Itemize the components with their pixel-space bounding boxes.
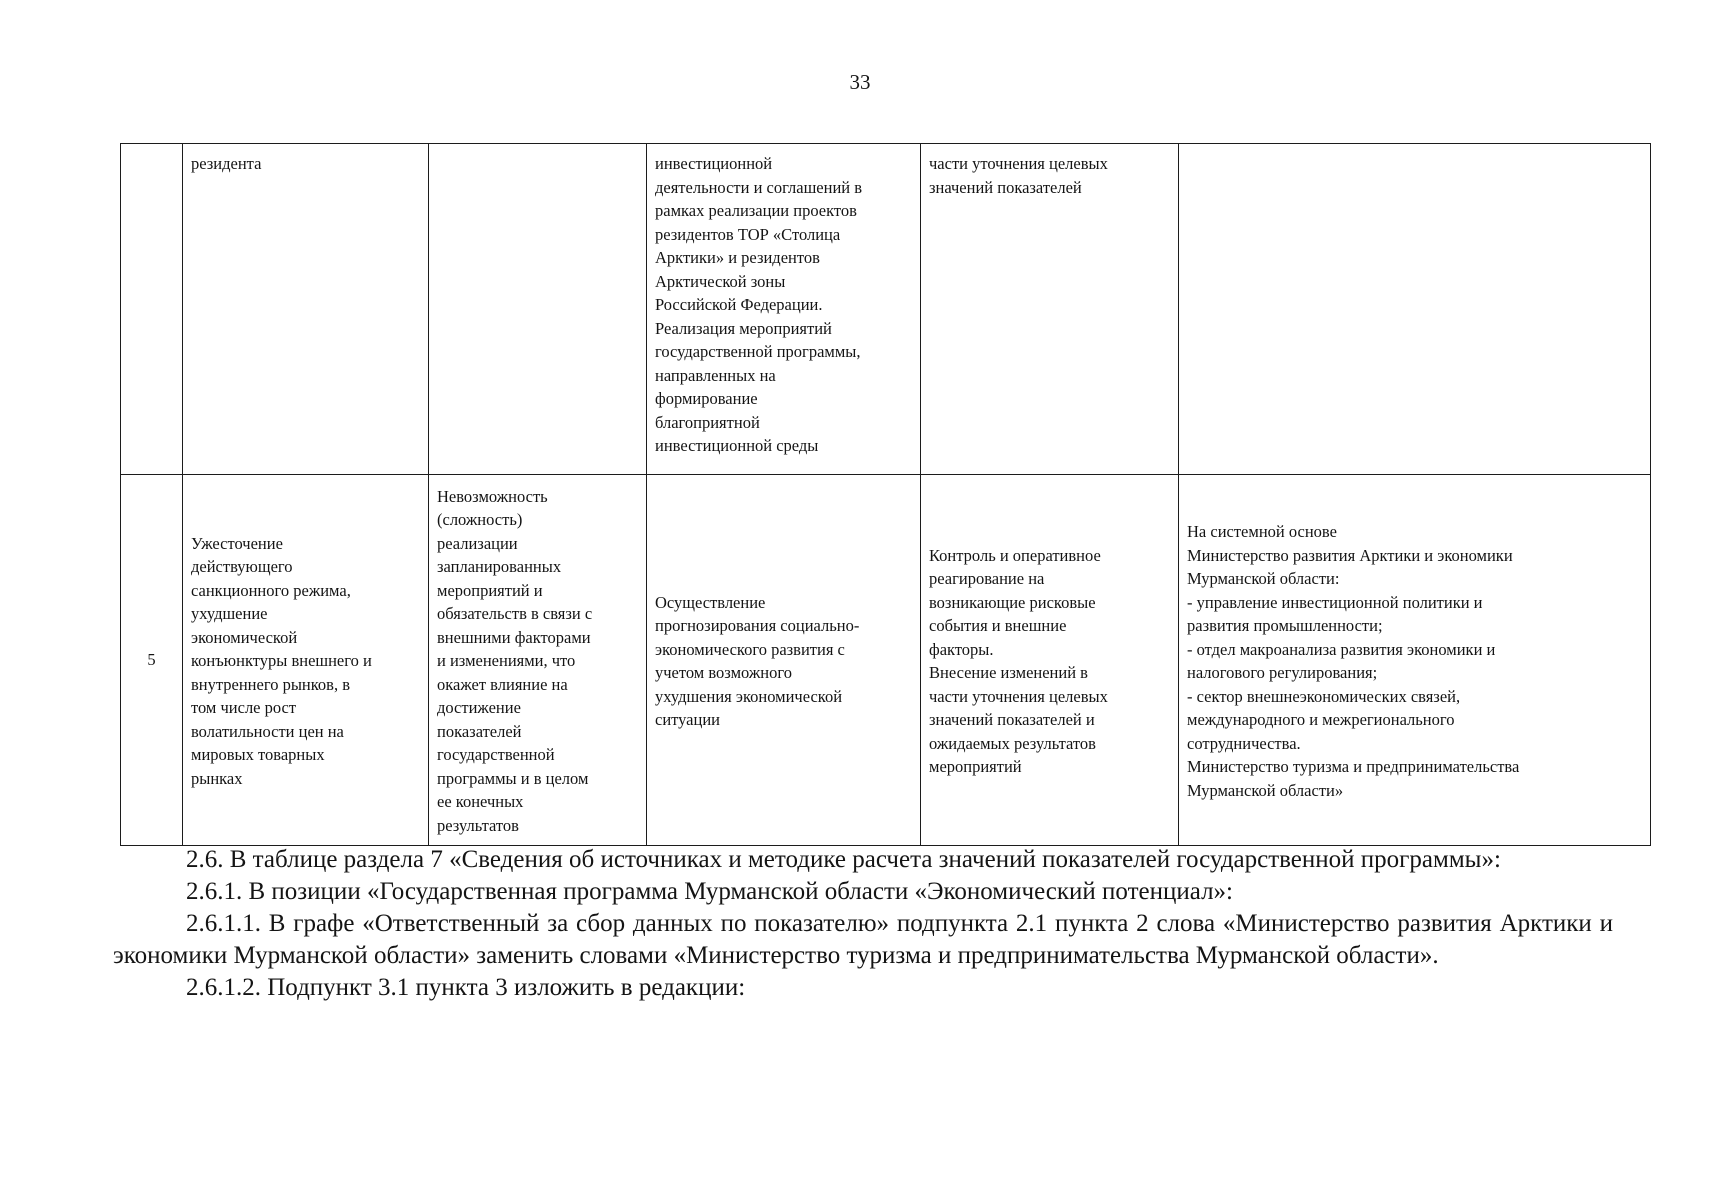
paragraph: 2.6. В таблице раздела 7 «Сведения об источниках и методике расчета значений показателей государственной программы»:: [186, 846, 1501, 873]
risk-cell: [183, 475, 429, 846]
responsible-cell: [1179, 475, 1651, 846]
response-cell: [921, 144, 1179, 475]
response-text: Контроль и оперативное реагирование на возникающие рисковые события и внешние факторы. Внесение изменений в части уточнения целевых значений показателей и ожидаемых результатов мероприятий: [929, 545, 1108, 776]
measures-text: Осуществление прогнозирования социально- экономического развития с учетом возможного ухудшения экономической ситуации: [655, 592, 860, 729]
measures-cell: [647, 144, 921, 475]
page-number: 33: [849, 70, 871, 94]
risk-cell: [183, 144, 429, 475]
risk-text: Ужесточение действующего санкционного режима, ухудшение экономической конъюнктуры внешнего и внутреннего рынков, в том числе рост волатильности цен на мировых товарных рынках: [191, 533, 372, 788]
responsible-cell: [1179, 144, 1651, 475]
risk-table: [120, 143, 1651, 846]
amendment-text: [113, 844, 1613, 1004]
measures-text: инвестиционной деятельности и соглашений в рамках реализации проектов резидентов ТОР «Столица Арктики» и резидентов Арктической зоны Российской Федерации. Реализация мероприятий государственной программы, направленных на формирование благоприятной инвестиционной среды: [655, 154, 863, 455]
consequence-cell: [429, 475, 647, 846]
response-text: части уточнения целевых значений показателей: [929, 154, 1108, 197]
consequence-cell: [429, 144, 647, 475]
paragraph: 2.6.1. В позиции «Государственная программа Мурманской области «Экономический потенциал»:: [186, 878, 1233, 905]
paragraph: 2.6.1.2. Подпункт 3.1 пункта 3 изложить в редакции:: [186, 974, 746, 1001]
responsible-text: На системной основе Министерство развития Арктики и экономики Мурманской области: - управление инвестиционной политики и развития промышленности; - отдел макроанализа развития экономики и налогового регулирования; - сектор внешнеэкономических связей, международного и межрегионального сотрудничества. Министерство туризма и предпринимательства Мурманской области»: [1187, 522, 1520, 800]
paragraph: 2.6.1.1. В графе «Ответственный за сбор данных по показателю» подпункта 2.1 пункта 2 слова «Министерство развития Арктики и экономики Мурманской области» заменить словами «Министерство туризма и предпринимательства Мурманской области».: [113, 910, 1613, 969]
consequence-text: Невозможность (сложность) реализации запланированных мероприятий и обязательств в связи с внешними факторами и изменениями, что окажет влияние на достижение показателей государственной программы и в целом ее конечных результатов: [437, 486, 593, 835]
response-cell: [921, 475, 1179, 846]
row-number-cell: 5: [121, 475, 183, 846]
measures-cell: [647, 475, 921, 846]
risk-text: резидента: [191, 154, 262, 173]
row-number-cell: [121, 144, 183, 475]
table-row: [121, 475, 1651, 846]
table-row: [121, 144, 1651, 475]
